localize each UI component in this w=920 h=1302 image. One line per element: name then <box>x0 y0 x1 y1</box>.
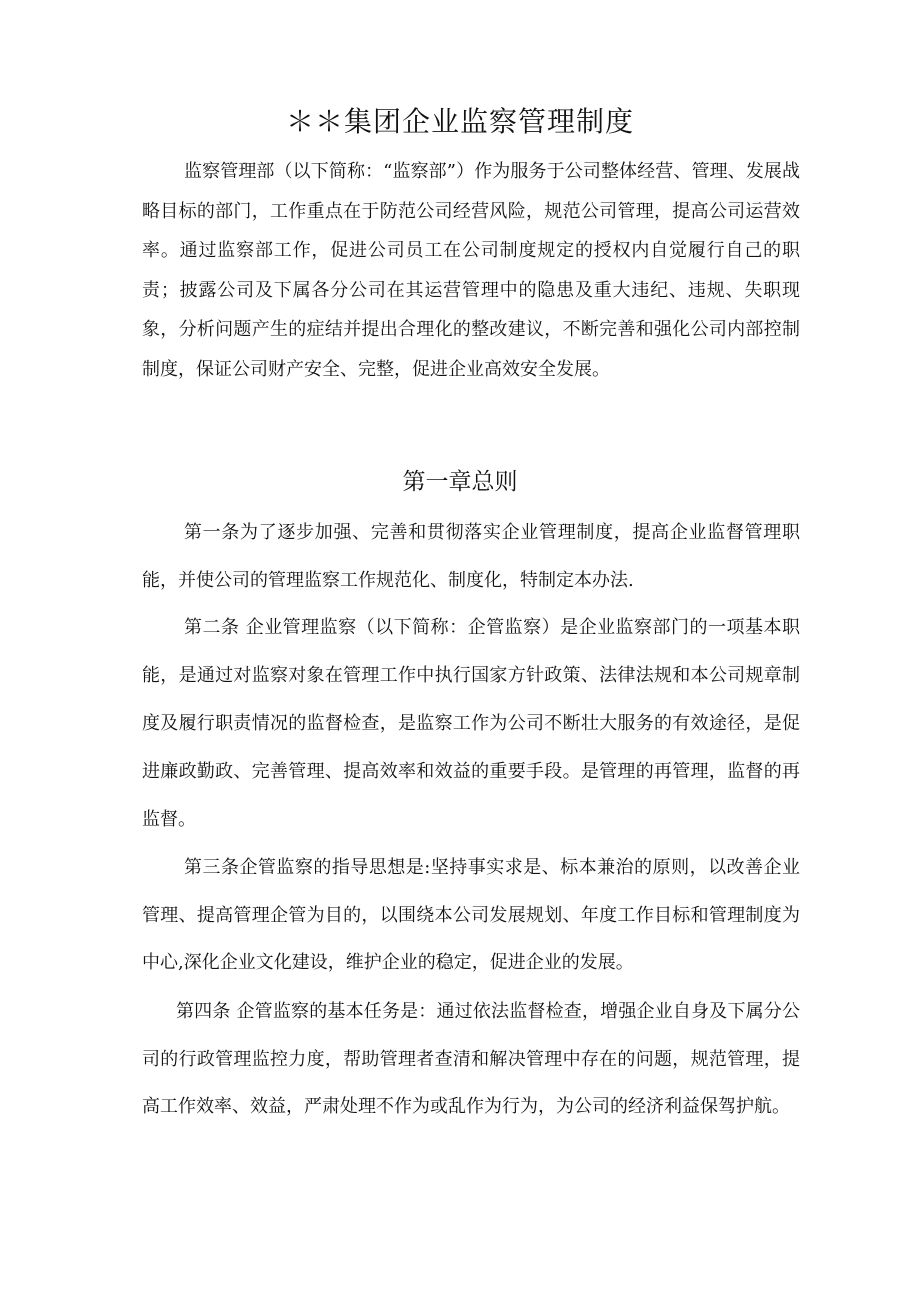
article-2-paragraph: 第二条 企业管理监察（以下简称：企管监察）是企业监察部门的一项基本职能，是通过对监察对象在管理工作中执行国家方针政策、法律法规和本公司规章制度及履行职责情况的监督检查，是监察工作为公司不断壮大服务的有效途径，是促进廉政勤政、完善管理、提高效率和效益的重要手段。是管理的再管理，监督的再监督。 <box>142 617 800 830</box>
intro-paragraph: 监察管理部（以下简称：“监察部”）作为服务于公司整体经营、管理、发展战略目标的部门，工作重点在于防范公司经营风险，规范公司管理，提高公司运营效率。通过监察部工作，促进公司员工在公司制度规定的授权内自觉履行自己的职责；披露公司及下属各分公司在其运营管理中的隐患及重大违纪、违规、失职现象，分析问题产生的症结并提出合理化的整改建议，不断完善和强化公司内部控制制度，保证公司财产安全、完整，促进企业高效安全发展。 <box>142 161 800 380</box>
article-4-paragraph: 第四条 企管监察的基本任务是：通过依法监督检查，增强企业自身及下属分公司的行政管理监控力度，帮助管理者查清和解决管理中存在的问题，规范管理，提高工作效率、效益，严肃处理不作为或乱作为行为，为公司的经济利益保驾护航。 <box>142 1001 800 1117</box>
article-3-paragraph: 第三条企管监察的指导思想是:坚持事实求是、标本兼治的原则，以改善企业管理、提高管理企管为目的，以围绕本公司发展规划、年度工作目标和管理制度为中心,深化企业文化建设，维护企业的稳定，促进企业的发展。 <box>142 857 800 973</box>
chapter-title: 第一章总则 <box>402 469 518 495</box>
article-1-paragraph: 第一条为了逐步加强、完善和贯彻落实企业管理制度，提高企业监督管理职能，并使公司的管理监察工作规范化、制度化，特制定本办法. <box>142 522 800 591</box>
document-title: ＊＊集团企业监察管理制度 <box>285 105 634 138</box>
